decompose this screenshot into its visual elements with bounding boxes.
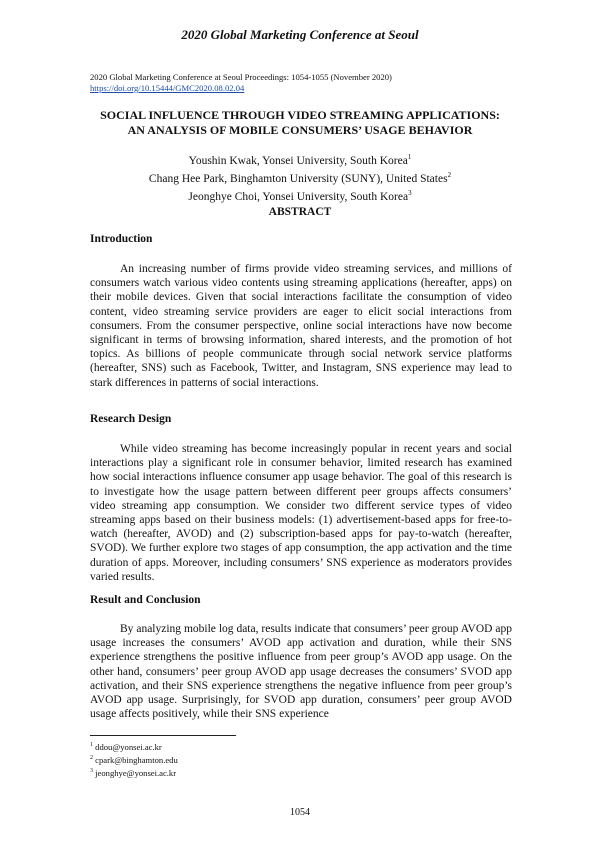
section-body-introduction: An increasing number of firms provide video streaming services, and millions of consumers watch various video contents using streaming applications (hereafter, apps) on their mobile devices. Given that social interactions facilitate the consumption of video content, video streaming service providers are eager to elicit social interactions from consumers. From the consumer perspective, online social interactions have now become significant in terms of browsing information, shared interests, and the promotion of hot topics. As billions of people communicate through social network service platforms (hereafter, SNS) such as Facebook, Twitter, and Instagram, SNS experience may lead to stark differences in patterns of social interactions.	[90, 263, 512, 389]
doi-link[interactable]: https://doi.org/10.15444/GMC2020.08.02.04	[90, 83, 245, 93]
section-body-research-design: While video streaming has become increasingly popular in recent years and social interactions play a significant role in consumer behavior, limited research has examined how social interactions influence consumer app usage behavior. The goal of this research is to investigate how the usage pattern between different peer groups affects consumers’ video streaming app consumption. We consider two different service types of video streaming apps based on their business models: (1) advertisement-based apps for free-to-watch (hereafter, AVOD) and (2) subscription-based apps for pay-to-watch (hereafter, SVOD). We further explore two stages of app consumption, the app activation and the time duration of apps. Moreover, including consumers’ SNS experience as moderators provides varied results.	[90, 443, 512, 583]
author-2	[60, 168, 540, 186]
footnote-3-email: jeonghye@yonsei.ac.kr	[95, 767, 177, 778]
title-line-1: SOCIAL INFLUENCE THROUGH VIDEO STREAMING APPLICATIONS:	[100, 108, 500, 122]
footnote-3-mark: 3	[90, 768, 93, 775]
proceedings-info	[90, 72, 392, 94]
footnote-1-email: ddou@yonsei.ac.kr	[95, 741, 162, 752]
footnote-3	[90, 766, 178, 779]
footnote-2-email: cpark@binghamton.edu	[95, 754, 178, 765]
author-2-text: Chang Hee Park, Binghamton University (SUNY), United States	[148, 172, 448, 185]
footnotes	[90, 740, 178, 779]
running-head: 2020 Global Marketing Conference at Seoul	[181, 27, 419, 42]
paper-title	[60, 108, 540, 138]
footnote-2	[90, 753, 178, 766]
section-body-result-and-conclusion: By analyzing mobile log data, results indicate that consumers’ peer group AVOD app usage increases the consumers’ AVOD app activation and duration, while their SNS experience strengthens the positive influence from peer group’s AVOD app usage. On the other hand, consumers’ peer group AVOD app usage decreases the consumers’ SVOD app activation, and their SNS experience strengthens the negative influence from peer group’s AVOD app usage. Surprisingly, for SVOD app duration, consumers’ peer group AVOD usage affects positively, while their SNS experience	[90, 623, 512, 721]
title-line-2: AN ANALYSIS OF MOBILE CONSUMERS’ USAGE BEHAVIOR	[127, 123, 473, 137]
footnote-2-mark: 2	[90, 755, 93, 762]
footnote-1-mark: 1	[90, 742, 93, 748]
abstract-heading: ABSTRACT	[268, 206, 332, 218]
author-3-text: Jeonghye Choi, Yonsei University, South Korea	[188, 190, 409, 203]
section-heading-introduction: Introduction	[90, 233, 153, 245]
section-heading-research-design: Research Design	[90, 413, 172, 425]
page-number: 1054	[290, 807, 310, 818]
section-heading-result-and-conclusion: Result and Conclusion	[90, 594, 201, 606]
footnote-1	[90, 740, 178, 753]
author-2-footnote-mark: 2	[447, 170, 452, 179]
proceedings-citation: 2020 Global Marketing Conference at Seoul Proceedings: 1054-1055 (November 2020)	[90, 72, 392, 82]
author-3	[60, 186, 540, 204]
author-list	[60, 150, 540, 203]
footnote-divider	[90, 735, 236, 736]
author-1-text: Youshin Kwak, Yonsei University, South Korea	[188, 154, 408, 167]
author-1-footnote-mark: 1	[407, 153, 412, 161]
author-1	[60, 150, 540, 168]
author-3-footnote-mark: 3	[408, 188, 412, 197]
